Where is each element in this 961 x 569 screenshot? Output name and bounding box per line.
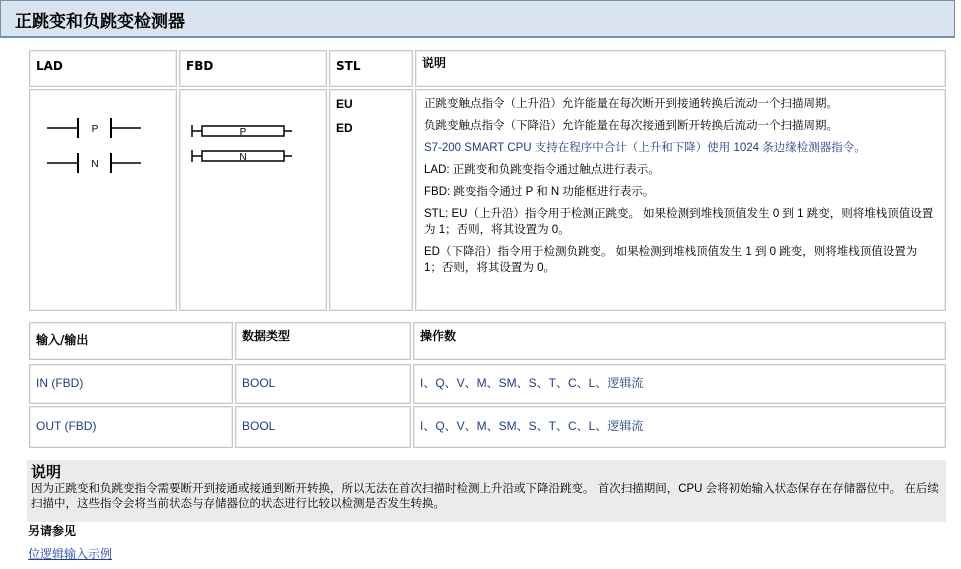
stl-eu: EU [336,97,353,111]
note-box [27,460,946,522]
desc-stl-ed: ED（下降沿）指令用于检测负跳变。 如果检测到堆栈顶值发生 1 到 0 跳变，则将堆栈顶值设置为 1；否则，将其设置为 0。 [424,246,918,274]
fbd-boxes-diagram [180,90,326,190]
desc-rising-edge: 正跳变触点指令（上升沿）允许能量在每次断开到接通转换后流动一个扫描周期。 [424,98,838,110]
header-fbd: FBD [179,50,327,87]
stl-cell [329,89,413,311]
io-row-out-operand: I、Q、V、M、SM、S、T、C、L、逻辑流 [413,406,946,448]
header-data-type: 数据类型 [235,322,411,360]
io-row-in-type: BOOL [235,364,411,404]
lad-contacts-diagram [30,90,176,190]
lad-n-contact [47,153,141,173]
lad-diagram-cell [29,89,177,311]
header-lad: LAD [29,50,177,87]
header-io: 输入/输出 [29,322,233,360]
io-row-out-name: OUT (FBD) [29,406,233,448]
see-also-link[interactable]: 位逻辑输入示例 [28,547,113,561]
see-also-title: 另请参见 [28,524,77,538]
fbd-diagram-cell [179,89,327,311]
lad-n-label: N [91,159,99,170]
desc-cpu-support: S7-200 SMART CPU 支持在程序中合计（上升和下降）使用 1024 条边缘检测器指令。 [424,142,866,154]
fbd-n-label: N [239,152,247,163]
io-row-in-name: IN (FBD) [29,364,233,404]
note-title: 说明 [31,463,62,481]
title-bar [0,0,955,38]
desc-lad: LAD: 正跳变和负跳变指令通过触点进行表示。 [424,164,660,176]
desc-fbd: FBD: 跳变指令通过 P 和 N 功能框进行表示。 [424,186,655,198]
header-operand: 操作数 [413,322,946,360]
header-stl: STL [329,50,413,87]
page-title: 正跳变和负跳变检测器 [15,12,185,32]
io-row-in-operand: I、Q、V、M、SM、S、T、C、L、逻辑流 [413,364,946,404]
fbd-n-box [192,150,292,163]
stl-ed: ED [336,121,353,135]
note-text: 因为正跳变和负跳变指令需要断开到接通或接通到断开转换，所以无法在首次扫描时检测上升沿或下降沿跳变。 首次扫描期间，CPU 会将初始输入状态保存在存储器位中。 在后续扫描中，这些指令会将当前状态与存储器位的状态进行比较以检测是否发生转换。 [31,483,939,510]
io-row-out-type: BOOL [235,406,411,448]
lad-p-contact [47,118,141,138]
fbd-p-box [192,125,292,138]
desc-falling-edge: 负跳变触点指令（下降沿）允许能量在每次接通到断开转换后流动一个扫描周期。 [424,120,838,132]
fbd-p-label: P [239,127,247,138]
lad-p-label: P [91,124,99,135]
description-cell [415,89,946,311]
header-description: 说明 [415,50,946,87]
desc-stl-eu: STL: EU（上升沿）指令用于检测正跳变。 如果检测到堆栈顶值发生 0 到 1 跳变，则将堆栈顶值设置为 1；否则，将其设置为 0。 [424,208,934,236]
